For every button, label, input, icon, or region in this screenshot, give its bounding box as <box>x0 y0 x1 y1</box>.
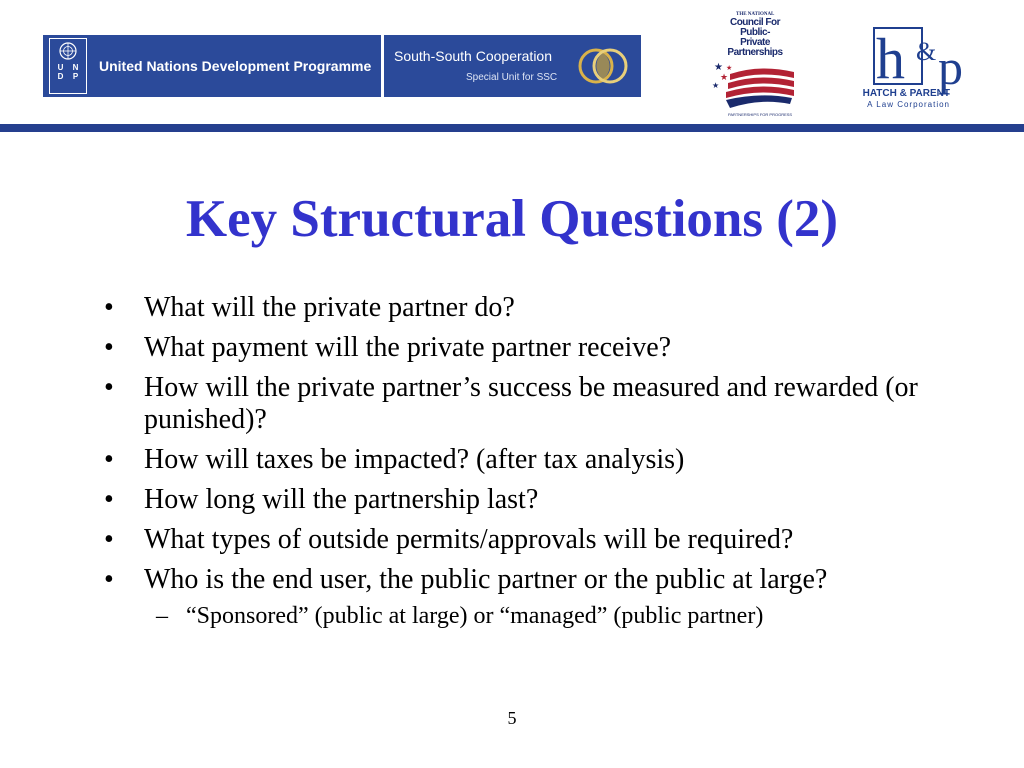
svg-text:★: ★ <box>720 72 729 82</box>
svg-text:★: ★ <box>726 64 733 72</box>
undp-letter: P <box>72 72 79 81</box>
svg-text:★: ★ <box>712 81 720 90</box>
ssc-subtitle: Special Unit for SSC <box>466 72 558 83</box>
ssc-rings-icon <box>576 45 630 87</box>
undp-name: United Nations Development Programme <box>99 58 372 74</box>
sub-list-item <box>144 602 958 630</box>
bullet-text: What will the private partner do? <box>144 292 515 323</box>
sub-bullet-list <box>144 602 958 630</box>
list-item <box>98 292 958 324</box>
list-item <box>98 444 958 476</box>
ncppp-name: Council For Public-Private Partnerships <box>727 17 783 58</box>
un-globe-icon <box>57 41 79 61</box>
hatch-parent-logo <box>862 24 982 108</box>
svg-text:&: & <box>916 37 937 66</box>
undp-logo-banner <box>43 35 381 97</box>
bullet-text: How long will the partnership last? <box>144 484 539 515</box>
bullet-list <box>98 292 958 638</box>
bullet-icon: • <box>104 372 114 403</box>
bullet-icon: • <box>104 524 114 555</box>
list-item <box>98 484 958 516</box>
ncppp-small-caption: THE NATIONAL <box>736 12 775 17</box>
svg-text:p: p <box>938 39 963 95</box>
bullet-icon: • <box>104 564 114 595</box>
dash-icon: – <box>156 603 168 629</box>
undp-letter: U <box>57 63 64 72</box>
hp-firm-name: HATCH & PARENT <box>862 88 950 99</box>
bullet-text: How will taxes be impacted? (after tax analysis) <box>144 444 685 475</box>
hp-firm-type: A Law Corporation <box>867 100 950 109</box>
undp-letter: D <box>57 72 64 81</box>
un-emblem <box>49 38 87 94</box>
list-item <box>98 332 958 364</box>
list-item <box>98 372 958 436</box>
undp-letters <box>53 63 83 81</box>
bullet-icon: • <box>104 292 114 323</box>
bullet-icon: • <box>104 484 114 515</box>
svg-text:★: ★ <box>714 62 723 73</box>
bullet-icon: • <box>104 444 114 475</box>
header-divider <box>0 124 1024 132</box>
sub-bullet-text: “Sponsored” (public at large) or “managed” (public partner) <box>186 603 764 629</box>
ncppp-logo <box>708 12 800 120</box>
bullet-icon: • <box>104 332 114 363</box>
ssc-logo-banner <box>384 35 641 97</box>
bullet-text: How will the private partner’s success be measured and rewarded (or punished)? <box>144 372 918 435</box>
bullet-text: Who is the end user, the public partner or the public at large? <box>144 564 828 595</box>
list-item <box>98 524 958 556</box>
ssc-title: South-South Cooperation <box>394 48 552 64</box>
bullet-text: What payment will the private partner receive? <box>144 332 672 363</box>
slide-title: Key Structural Questions (2) <box>185 190 839 248</box>
flag-stars-icon <box>712 56 796 110</box>
ncppp-tagline: PARTNERSHIPS FOR PROGRESS <box>728 112 793 117</box>
list-item <box>98 564 958 630</box>
svg-text:h: h <box>876 26 905 91</box>
page-number: 5 <box>507 708 517 728</box>
undp-letter: N <box>72 63 79 72</box>
bullet-text: What types of outside permits/approvals will be required? <box>144 524 794 555</box>
